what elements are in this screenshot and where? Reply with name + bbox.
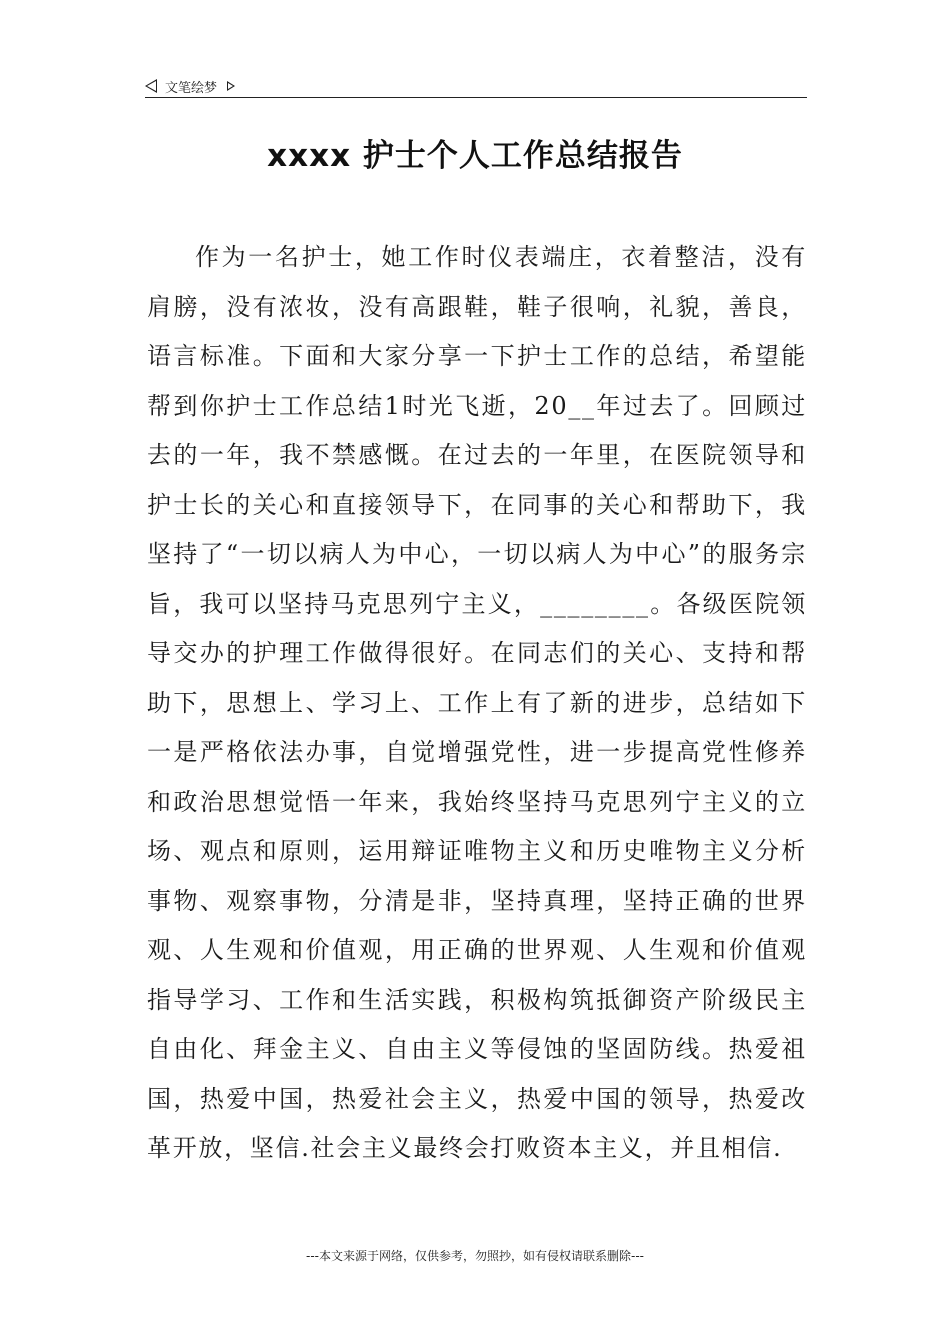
- header-divider: [145, 97, 807, 98]
- page-header: [145, 74, 807, 98]
- document-body: 作为一名护士，她工作时仪表端庄，衣着整洁，没有肩膀，没有浓妆，没有高跟鞋，鞋子很响，礼貌，善良，语言标准。下面和大家分享一下护士工作的总结，希望能帮到你护士工作总结1时光飞逝，20__年过去了。回顾过去的一年，我不禁感慨。在过去的一年里，在医院领导和护士长的关心和直接领导下，在同事的关心和帮助下，我坚持了“一切以病人为中心，一切以病人为中心”的服务宗旨，我可以坚持马克思列宁主义，________。各级医院领导交办的护理工作做得很好。在同志们的关心、支持和帮助下，思想上、学习上、工作上有了新的进步，总结如下一是严格依法办事，自觉增强党性，进一步提高党性修养和政治思想觉悟一年来，我始终坚持马克思列宁主义的立场、观点和原则，运用辩证唯物主义和历史唯物主义分析事物、观察事物，分清是非，坚持真理，坚持正确的世界观、人生观和价值观，用正确的世界观、人生观和价值观指导学习、工作和生活实践，积极构筑抵御资产阶级民主自由化、拜金主义、自由主义等侵蚀的坚固防线。热爱祖国，热爱中国，热爱社会主义，热爱中国的领导，热爱改革开放，坚信.社会主义最终会打败资本主义，并且相信.: [147, 243, 807, 1162]
- document-title: xxxx 护士个人工作总结报告: [267, 138, 683, 174]
- triangle-left-icon: [145, 79, 157, 93]
- header-brand: 文笔绘梦: [165, 80, 218, 96]
- page-footer: ---本文来源于网络，仅供参考，勿照抄，如有侵权请联系删除---: [306, 1249, 644, 1263]
- triangle-right-icon: [227, 81, 235, 91]
